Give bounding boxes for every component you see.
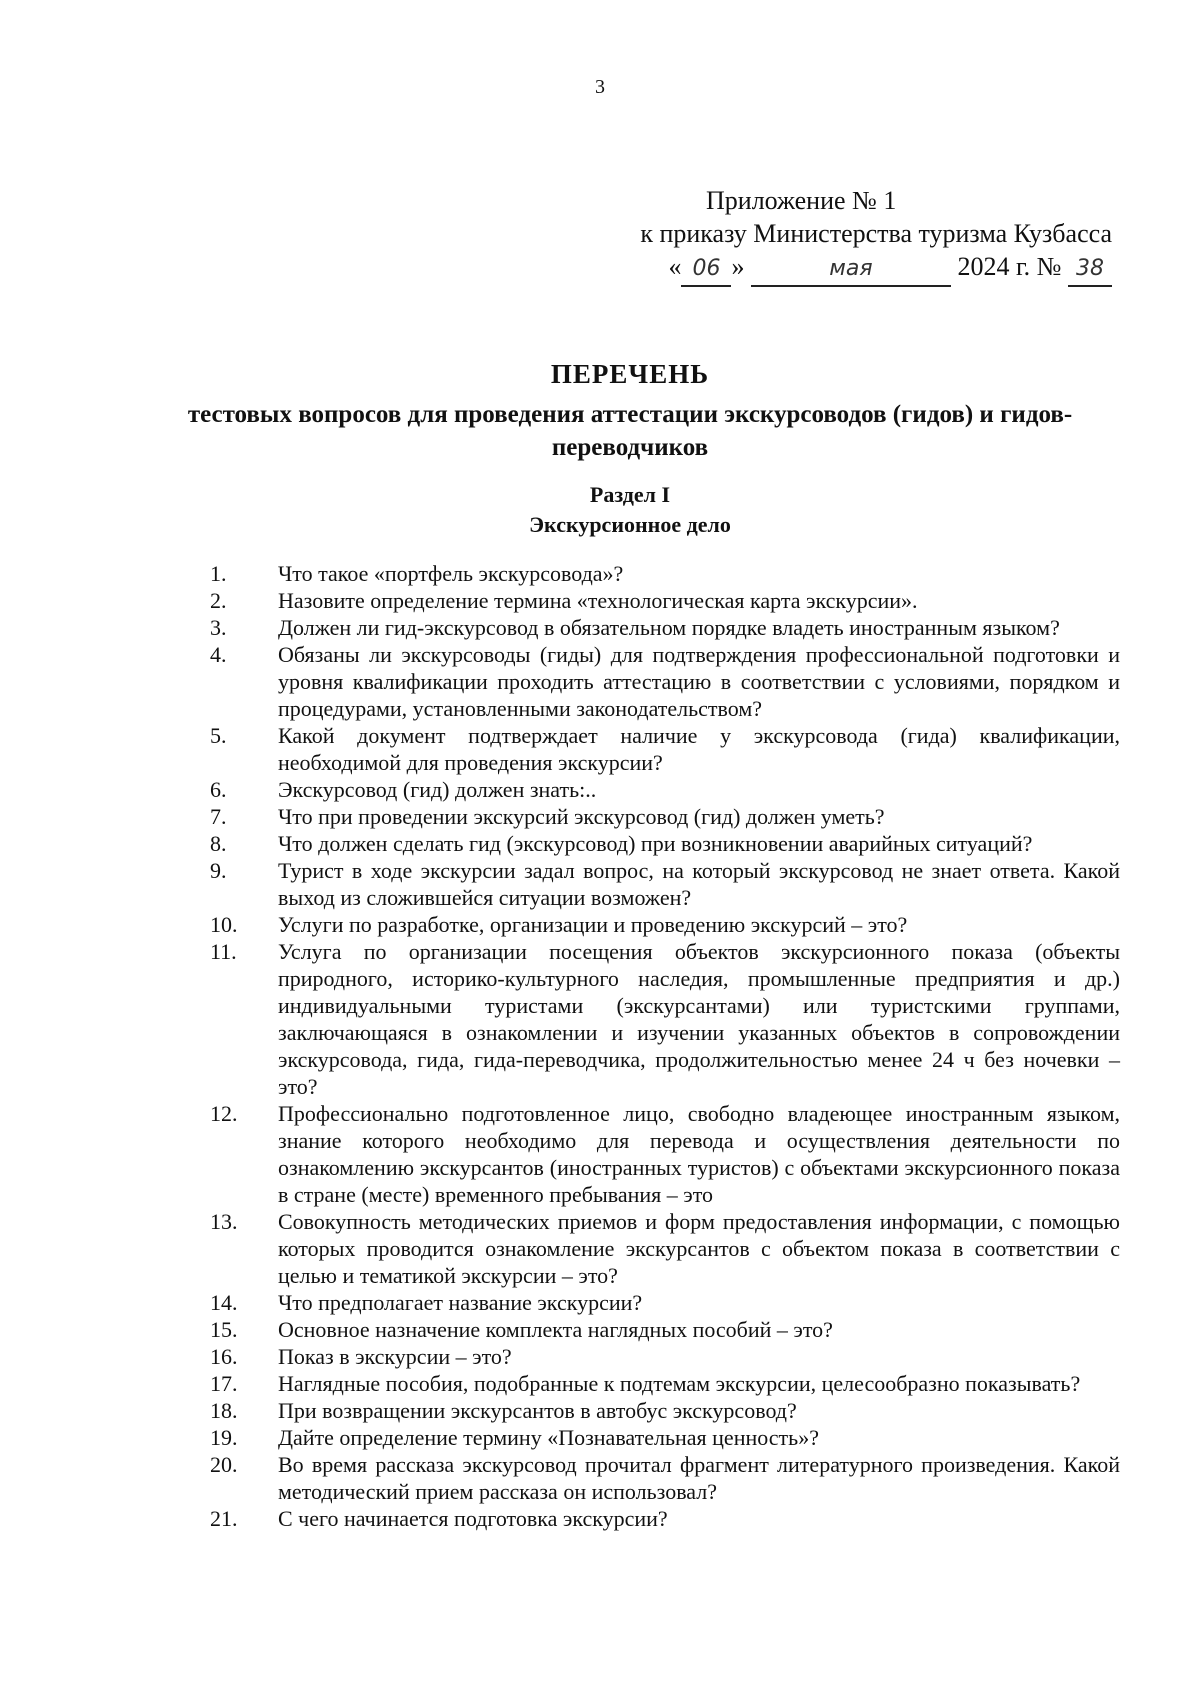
section-heading xyxy=(150,480,1110,540)
question-text: Экскурсовод (гид) должен знать:.. xyxy=(278,777,597,802)
question-text: Основное назначение комплекта наглядных пособий – это? xyxy=(278,1317,833,1342)
question-number: 18. xyxy=(210,1398,238,1423)
title-subtitle: тестовых вопросов для проведения аттестации экскурсоводов (гидов) и гидов-переводчиков xyxy=(187,401,1073,461)
list-item xyxy=(210,1316,1120,1343)
question-number: 20. xyxy=(210,1452,238,1477)
appendix-header xyxy=(552,184,1112,287)
appendix-date-line xyxy=(552,250,1112,287)
handwritten-month: мая xyxy=(751,252,951,287)
question-number: 11. xyxy=(210,939,237,964)
list-item xyxy=(210,722,1120,776)
list-item xyxy=(210,1397,1120,1424)
list-item xyxy=(210,830,1120,857)
list-item xyxy=(210,641,1120,722)
question-text: Должен ли гид-экскурсовод в обязательном порядке владеть иностранным языком? xyxy=(278,615,1060,640)
question-number: 12. xyxy=(210,1101,238,1126)
question-number: 13. xyxy=(210,1209,238,1234)
list-item xyxy=(210,614,1120,641)
question-text: Услуга по организации посещения объектов экскурсионного показа (объекты природного, историко-культурного наследия, промышленные предприятия и др.) индивидуальными туристами (экскурсантами) или туристскими группами, заключающаяся в ознакомлении и изучении указанных объектов в сопровождении экскурсовода, гида, гида-переводчика, продолжительностью менее 24 ч без ночевки – это? xyxy=(278,939,1120,1099)
question-text: Что такое «портфель экскурсовода»? xyxy=(278,561,624,586)
document-title xyxy=(150,356,1110,464)
question-text: Что должен сделать гид (экскурсовод) при возникновении аварийных ситуаций? xyxy=(278,831,1033,856)
question-number: 7. xyxy=(210,804,227,829)
question-text: Что предполагает название экскурсии? xyxy=(278,1290,643,1315)
list-item xyxy=(210,938,1120,1100)
list-item xyxy=(210,857,1120,911)
question-number: 3. xyxy=(210,615,227,640)
question-number: 15. xyxy=(210,1317,238,1342)
question-text: Наглядные пособия, подобранные к подтемам экскурсии, целесообразно показывать? xyxy=(278,1371,1081,1396)
question-text: Назовите определение термина «технологическая карта экскурсии». xyxy=(278,588,918,613)
list-item xyxy=(210,1505,1120,1532)
handwritten-order-number: 38 xyxy=(1068,252,1112,287)
question-text: При возвращении экскурсантов в автобус экскурсовод? xyxy=(278,1398,797,1423)
question-number: 1. xyxy=(210,561,227,586)
question-text: Дайте определение термину «Познавательная ценность»? xyxy=(278,1425,819,1450)
question-text: Услуги по разработке, организации и проведению экскурсий – это? xyxy=(278,912,908,937)
question-text: Совокупность методических приемов и форм предоставления информации, с помощью которых проводится ознакомление экскурсантов с объектом показа в соответствии с целью и тематикой экскурсии – это? xyxy=(278,1209,1120,1288)
list-item xyxy=(210,911,1120,938)
question-number: 19. xyxy=(210,1425,238,1450)
list-item xyxy=(210,1289,1120,1316)
question-number: 14. xyxy=(210,1290,238,1315)
question-text: Показ в экскурсии – это? xyxy=(278,1344,512,1369)
question-number: 17. xyxy=(210,1371,238,1396)
list-item xyxy=(210,1100,1120,1208)
appendix-title: Приложение № 1 xyxy=(706,186,897,215)
appendix-order-reference: к приказу Министерства туризма Кузбасса xyxy=(640,219,1112,248)
question-text: Турист в ходе экскурсии задал вопрос, на который экскурсовод не знает ответа. Какой выход из сложившейся ситуации возможен? xyxy=(278,858,1120,910)
date-close-quote: » xyxy=(731,252,745,281)
date-year: 2024 г. № xyxy=(957,252,1062,281)
question-number: 5. xyxy=(210,723,227,748)
question-number: 2. xyxy=(210,588,227,613)
question-number: 9. xyxy=(210,858,227,883)
section-name: Экскурсионное дело xyxy=(529,512,731,537)
questions-list xyxy=(210,560,1120,1532)
section-label: Раздел I xyxy=(589,482,671,507)
date-open-quote: « xyxy=(668,252,682,281)
list-item xyxy=(210,1451,1120,1505)
question-text: С чего начинается подготовка экскурсии? xyxy=(278,1506,668,1531)
question-number: 8. xyxy=(210,831,227,856)
question-text: Во время рассказа экскурсовод прочитал фрагмент литературного произведения. Какой методический прием рассказа он использовал? xyxy=(278,1452,1120,1504)
page-number: 3 xyxy=(595,76,605,98)
question-number: 6. xyxy=(210,777,227,802)
question-text: Какой документ подтверждает наличие у экскурсовода (гида) квалификации, необходимой для проведения экскурсии? xyxy=(278,723,1120,775)
question-number: 16. xyxy=(210,1344,238,1369)
list-item xyxy=(210,776,1120,803)
handwritten-day: 06 xyxy=(681,252,731,287)
question-text: Обязаны ли экскурсоводы (гиды) для подтверждения профессиональной подготовки и уровня квалификации проходить аттестацию в соответствии с условиями, порядком и процедурами, установленными законодательством? xyxy=(278,642,1120,721)
question-number: 4. xyxy=(210,642,227,667)
list-item xyxy=(210,803,1120,830)
title-main: ПЕРЕЧЕНЬ xyxy=(550,359,710,389)
list-item xyxy=(210,1424,1120,1451)
list-item xyxy=(210,1343,1120,1370)
question-number: 21. xyxy=(210,1506,238,1531)
list-item xyxy=(210,1370,1120,1397)
question-text: Профессионально подготовленное лицо, свободно владеющее иностранным языком, знание которого необходимо для перевода и осуществления деятельности по ознакомлению экскурсантов (иностранных туристов) с объектами экскурсионного показа в стране (месте) временного пребывания – это xyxy=(278,1101,1120,1207)
list-item xyxy=(210,587,1120,614)
list-item xyxy=(210,1208,1120,1289)
list-item xyxy=(210,560,1120,587)
question-text: Что при проведении экскурсий экскурсовод (гид) должен уметь? xyxy=(278,804,885,829)
question-number: 10. xyxy=(210,912,238,937)
